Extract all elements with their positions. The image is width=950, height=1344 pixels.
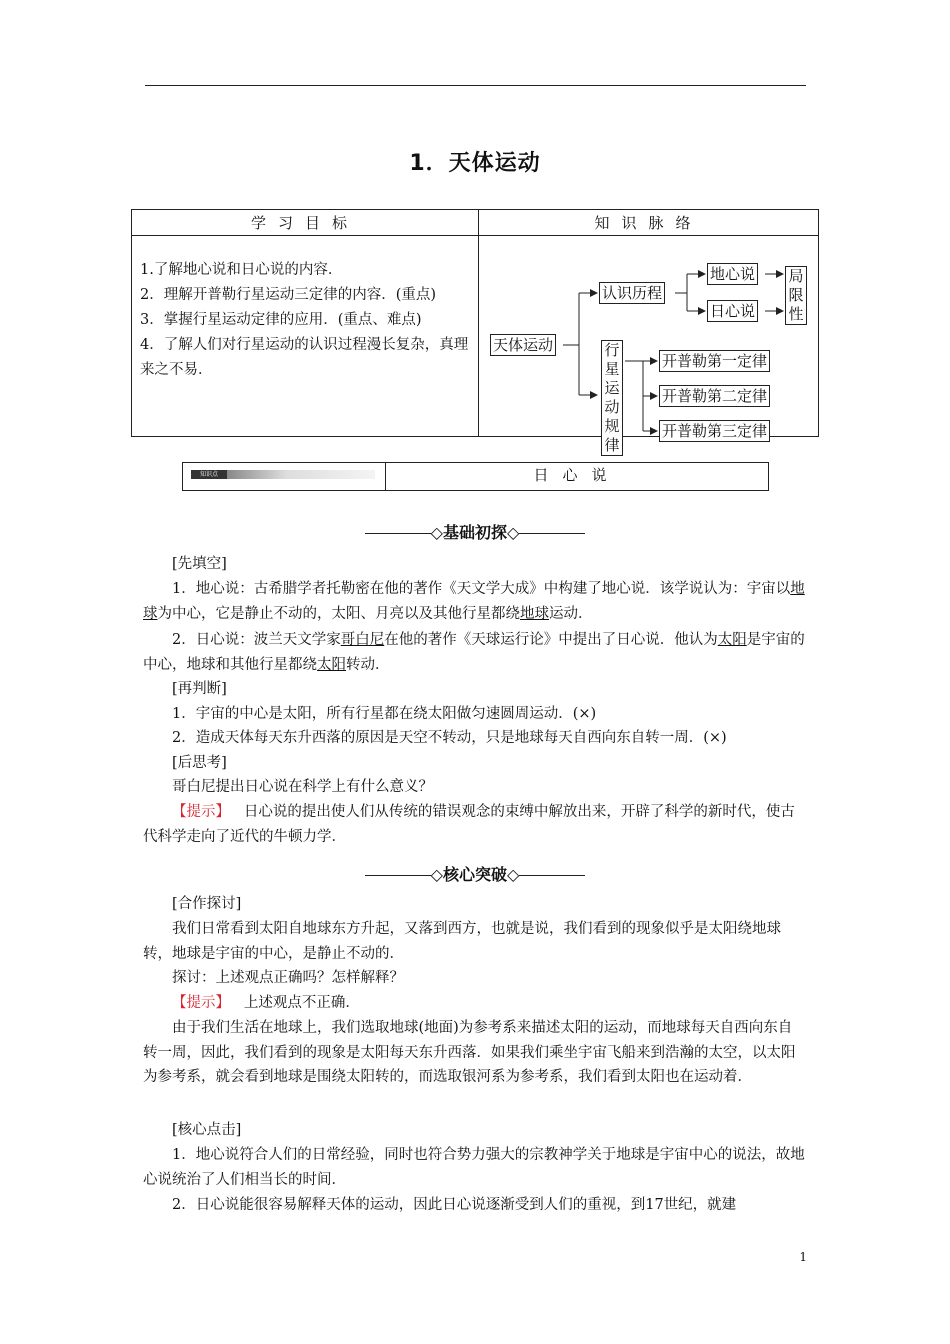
objective-item: 1.了解地心说和日心说的内容．: [140, 262, 343, 278]
map-geocentric: 地心说: [707, 263, 758, 285]
text-span: 为中心，它是静止不动的，太阳、月亮以及其他行星都绕: [157, 605, 520, 622]
map-kepler-3: 开普勒第三定律: [659, 420, 770, 442]
hint-label: 【提示】: [172, 804, 230, 820]
heading-rule: [519, 533, 585, 534]
think-question: 哥白尼提出日心说在科学上有什么意义？: [172, 779, 433, 795]
answer-blank: 地球: [143, 581, 805, 622]
map-limitation: 局 限 性: [785, 266, 807, 325]
map-branch-laws: 行 星 运 动 规 律: [601, 340, 623, 456]
diamond-icon: ◇: [507, 523, 520, 542]
objective-item: 2．理解开普勒行星运动三定律的内容．(重点): [140, 287, 437, 303]
answer-blank: 太阳: [717, 632, 747, 648]
heading-rule: [519, 875, 585, 876]
core-point: 1．地心说符合人们的日常经验，同时也符合势力强大的宗教神学关于地球是宇宙中心的说法，故地心说统治了人们相当长的时间．: [143, 1147, 805, 1188]
text-span: 2．日心说：波兰天文学家: [172, 632, 341, 648]
objective-item: 3．掌握行星运动定律的应用．(重点、难点): [140, 312, 422, 328]
knowledge-point-tag-cell: [183, 463, 386, 490]
text-span: 转动．: [346, 656, 390, 673]
hint-paragraph: [143, 800, 806, 849]
diamond-icon: ◇: [430, 865, 443, 884]
answer-blank: 哥白尼: [340, 632, 385, 648]
objectives-list: [132, 236, 479, 437]
knowledge-map: [479, 236, 819, 454]
section-heading-text: 核心突破: [442, 865, 507, 884]
header-rule: [145, 85, 806, 86]
section-label: [核心点击]: [172, 1122, 242, 1138]
text-span: 1．地心说：古希腊学者托勒密在他的著作《天文学大成》中构建了地心说．该学说认为：宇宙以: [172, 581, 791, 597]
core-point: 2．日心说能很容易解释天体的运动，因此日心说逐渐受到人们的重视，到17世纪，就建: [172, 1197, 737, 1213]
judge-item: 1．宇宙的中心是太阳，所有行星都在绕太阳做匀速圆周运动．(×): [172, 706, 597, 722]
knowledge-point-tag: 知识点: [191, 470, 227, 479]
section-heading-text: 基础初探: [442, 523, 507, 542]
hint-text: 上述观点不正确．: [243, 995, 360, 1011]
text-span: 运动．: [549, 605, 593, 622]
hint-paragraph: [143, 991, 806, 1016]
text-span: 在他的著作《天球运行论》中提出了日心说．他认为: [384, 632, 718, 648]
diamond-icon: ◇: [430, 523, 443, 542]
section-heading-core: [0, 862, 950, 885]
heading-rule: [365, 533, 431, 534]
knowledge-point-bar: [182, 462, 769, 491]
objective-item: 4．了解人们对行星运动的认识过程漫长复杂，真理来之不易．: [140, 337, 469, 378]
objectives-table: [131, 209, 819, 454]
discuss-question: 探讨：上述观点正确吗？怎样解释？: [172, 970, 404, 986]
hint-text: 日心说的提出使人们从传统的错误观念的束缚中解放出来，开辟了科学的新时代，使古代科学走向了近代的牛顿力学．: [143, 804, 795, 845]
map-kepler-2: 开普勒第二定律: [659, 385, 770, 407]
heading-rule: [365, 875, 431, 876]
objectives-header: 学习目标: [132, 210, 479, 236]
tag-gradient-bar: [227, 470, 375, 479]
answer-blank: 地球: [520, 605, 549, 622]
explanation-text: 由于我们生活在地球上，我们选取地球(地面)为参考系来描述太阳的运动，而地球每天自西向东自转一周，因此，我们看到的现象是太阳每天东升西落．如果我们乘坐宇宙飞船来到浩瀚的太空，以太阳为参考系，就会看到地球是围绕太阳转的，而选取银河系为参考系，我们看到太阳也在运动着．: [143, 1020, 796, 1085]
map-kepler-1: 开普勒第一定律: [659, 350, 770, 372]
map-root: 天体运动: [490, 334, 556, 356]
map-branch-history: 认识历程: [599, 282, 665, 304]
fill-item-2: [143, 628, 806, 677]
section-label: [再判断]: [172, 681, 227, 697]
section-label: [后思考]: [172, 755, 227, 771]
map-heliocentric: 日心说: [707, 300, 758, 322]
judge-item: 2．造成天体每天东升西落的原因是天空不转动，只是地球每天自西向东自转一周．(×): [172, 730, 727, 746]
diamond-icon: ◇: [507, 865, 520, 884]
fill-item-1: [143, 577, 806, 626]
text-span: 是宇宙的中心，地球和其他行星都绕: [143, 632, 805, 673]
knowledge-point-topic: 日心说: [533, 466, 621, 484]
answer-blank: 太阳: [317, 656, 346, 673]
page-title: 1．天体运动: [409, 151, 541, 176]
knowledge-map-header: 知识脉络: [479, 210, 819, 236]
section-label: [合作探讨]: [172, 896, 242, 912]
section-label: [先填空]: [172, 556, 227, 572]
discuss-text: 我们日常看到太阳自地球东方升起，又落到西方，也就是说，我们看到的现象似乎是太阳绕地球转，地球是宇宙的中心，是静止不动的．: [143, 921, 781, 962]
section-heading-basics: [0, 520, 950, 543]
page-number: 1: [799, 1250, 807, 1264]
hint-label: 【提示】: [172, 995, 230, 1011]
